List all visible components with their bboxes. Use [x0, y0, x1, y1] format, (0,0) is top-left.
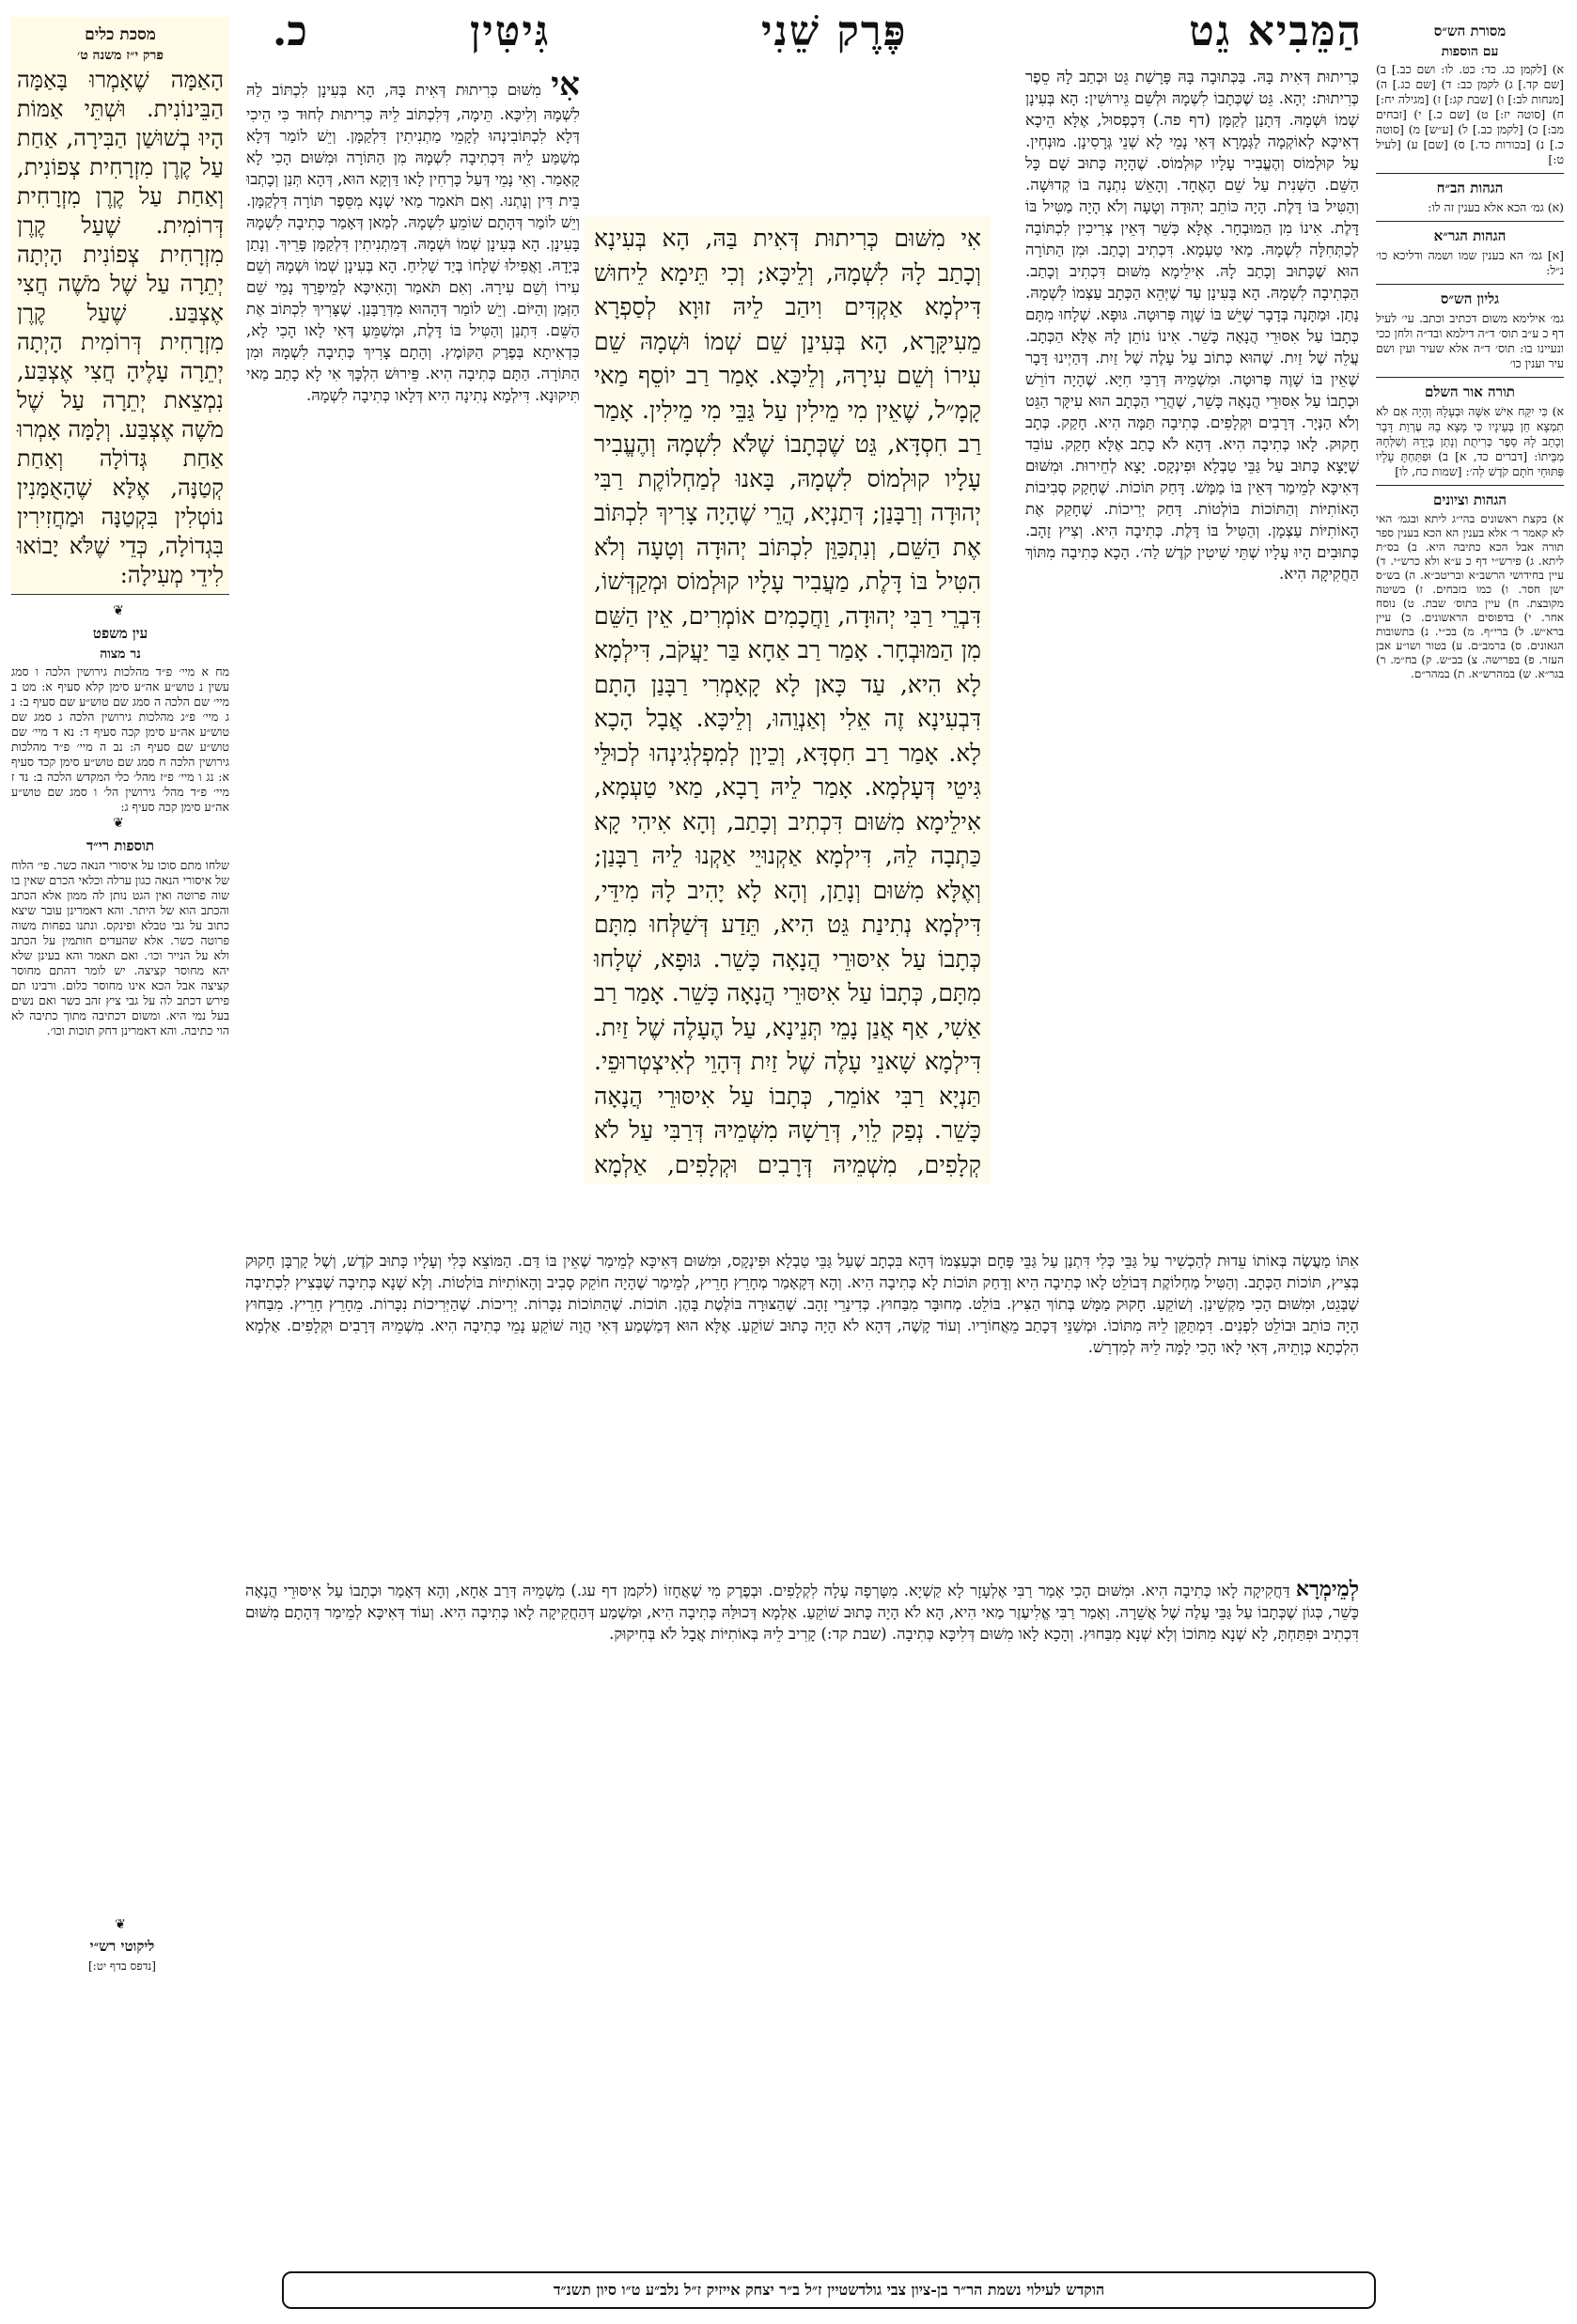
tosafot-lead-word: אִי — [551, 66, 580, 103]
left-margin-column — [11, 17, 229, 2239]
bottom-lead-word: לְמֵימְרָא — [1295, 1579, 1359, 1601]
tosafot-text: מִשּׁוּם כְּרִיתוּת דְּאִית בָּהּ, הָא בְּעִינָן לִכְתּוֹב לַהּ לִשְׁמָהּ וְלִיכָּא. תֵּימָה, דְּלִכְתּוֹב לֵיהּ כְּרִיתוּת לְחוּד כִּי הֵיכִי דְּלָא לִכְתּוֹבִינְהוּ לְקָמֵי מַתְנִיתִין דִּלְקַמָּן. וְיֵשׁ לוֹמַר דְּלָא מְשַׁמַּע לֵיהּ דִּכְתִיבָה לִשְׁמָהּ מִן הַתּוֹרָה וּמִשּׁוּם הָכִי לָא קָאָמַר. וְאִי נָמֵי דְּעַל כָּרְחִין לָאו דַּוְקָא הוּא, דְּהָא תְּנַן וְכָתְבוּ בֵּית דִּין וְנָתְנוּ. וְאִם תֹּאמַר מַאי שְׁנָא מִסֵּפֶר תּוֹרָה דִּלְקַמָּן. וְיֵשׁ לוֹמַר דְּהָתָם שׁוֹמֵעַ לִשְׁמָהּ. לְמַאן דְּאָמַר כְּתִיבָה לִשְׁמָהּ בָּעִינָן. הָא בְּעִינָן שְׁמוֹ וּשְׁמָהּ. דְּמַתְנִיתִין דִּלְקַמָּן פָּרֵיךְ. וְנָתַן בְּיָדָהּ. וַאֲפִילוּ שְׁלָחוֹ בְּיַד שָׁלִיחַ. הָא בְּעִינָן שְׁמוֹ וּשְׁמָהּ וְשֵׁם עִירוֹ וְשֵׁם עִירָהּ. וְאִם תֹּאמַר וְהָאִיכָּא לְמֵיפְרַךְ נָמֵי שֵׁם הַזְּמַן וְהַיּוֹם. וְיֵשׁ לוֹמַר דְּהָהוּא מִדְּרַבָּנַן. שֶׁצָּרִיךְ לִכְתּוֹב אֶת הַשֵּׁם. דִּתְנַן וְהַטִּיל בּוֹ דָּלֶת, וּמְשַׁמֵּעַ דְּאִי לָאו הָכִי לָא, כִּדְאִיתָא בְּפֶרֶק הַקּוֹמֶץ. וְהָתָם צָרִיךְ כְּתִיבָה לִשְׁמָהּ וּמִן הַתּוֹרָה. הַתָּם כְּתִיבָה הִיא. פֵּירוּשׁ הִלְכָּךְ אִי לָא כָתַב מַאי תִּיקוּנָא. דִּילְמָא נְתִינָה הִיא דְּלָאו כְּתִיבָה לִשְׁמָהּ. — [246, 81, 580, 404]
mishnah-panel-title: מסכת כלים — [85, 25, 156, 44]
divider — [1376, 485, 1564, 486]
gemara-main-text — [585, 216, 991, 1184]
mishnah-panel-text: הָאַמָּה שֶׁאָמְרוּ בָּאַמָּה הַבֵּינוֹנִית. וּשְׁתֵּי אַמּוֹת הָיוּ בְשׁוּשַׁן הַבִּירָה, אַחַת עַל קֶרֶן מִזְרָחִית צְפוֹנִית, וְאַחַת עַל קֶרֶן מִזְרָחִית דְּרוֹמִית. שֶׁעַל קֶרֶן מִזְרָחִית צְפוֹנִית הָיְתָה יְתֵרָה עַל שֶׁל מֹשֶׁה חֲצִי אֶצְבַּע. שֶׁעַל קֶרֶן מִזְרָחִית דְּרוֹמִית הָיְתָה יְתֵרָה עָלֶיהָ חֲצִי אֶצְבַּע, נִמְצֵאת יְתֵרָה עַל שֶׁל מֹשֶׁה אֶצְבַּע. וְלָמָּה אָמְרוּ אַחַת גְּדוֹלָה וְאַחַת קְטַנָּה, אֶלָּא שֶׁהָאֻמָּנִין נוֹטְלִין בִּקְטַנָּה וּמַחֲזִירִין בִּגְדוֹלָה, כְּדֵי שֶׁלֹּא יָבוֹאוּ לִידֵי מְעִילָה: — [17, 67, 224, 588]
daf-number: כ. — [273, 8, 307, 55]
divider — [1376, 173, 1564, 174]
right-margin-column — [1376, 17, 1564, 2239]
tosafot-rid-title: תוספות רי״ד — [86, 837, 155, 854]
ein-mishpat-title: עין משפט — [92, 625, 148, 642]
bottom-commentary-upper — [245, 1250, 1359, 1569]
hagahot-tziyunim-text: א) בקצת ראשונים בהי״ג ליתא ובגמ׳ האי לא קאמר ר׳ אלא בענין הא הכא בענין ספר תורה אבל הכא כתיבה היא. ב) בס״ת ליתא. ג) פירש״י דף כ ע״א ולא כרש״י. ד) עיין בחידושי הרשב״א ובריטב״א. ה) בש״ס ישן חסר. ו) כמו בזבחים. ז) בשיטה מקובצת. ח) עיין בתוס׳ שבת. ט) נוסח אחר. י) בדפוסים הראשונים. כ) עיין ברא״ש. ל) ברי״ף. מ) בכ״י. נ) בתשובות הגאונים. ס) ברמב״ם. ע) בטור ושו״ע אבן העזר. פ) בפרישה. צ) בב״ש. ק) בח״מ. ר) בגר״א. ש) במהרש״א. ת) במהר״ם. — [1376, 512, 1564, 680]
rashi-commentary — [1025, 66, 1359, 1240]
ornament-divider: ❦ — [115, 1917, 130, 1932]
ornament-divider: ❦ — [113, 603, 128, 618]
gemara-text: אִי מִשּׁוּם כְּרִיתוּת דְּאִית בַּהּ, הָא בְּעִינָא וְכָתַב לָהּ לִשְׁמָהּ, וְלֵיכָּא; וְכִי תֵּימָא לֵיחוּשׁ דִּילְמָא אַקְדִּים וִיהַב לֵיהּ זוּוָא לְסַפְרָא מֵעִיקָּרָא, הָא בְּעִינַן שֵׁם שְׁמוֹ וּשְׁמָהּ שֵׁם עִירוֹ וְשֵׁם עִירָהּ, וְלֵיכָּא. אָמַר רַב יוֹסֵף מַאי קָמָ״ל, שֶׁאֵין מִי מֵילִין עַל גַּבֵּי מִי מֵילִין. אָמַר רַב חִסְדָּא, גֵּט שֶׁכְּתָבוֹ שֶׁלֹּא לִשְׁמָהּ וְהֶעֱבִיר עָלָיו קוּלְמוֹס לִשְׁמָהּ, בָּאנוּ לְמַחְלוֹקֶת רַבִּי יְהוּדָה וְרַבָּנַן; דְּתַנְיָא, הֲרֵי שֶׁהָיָה צָרִיךְ לִכְתּוֹב אֶת הַשֵּׁם, וְנִתְכַּוֵּן לִכְתּוֹב יְהוּדָה וְטָעָה וְלֹא הִטִּיל בּוֹ דָּלֶת, מַעֲבִיר עָלָיו קוּלְמוֹס וּמְקַדְּשׁוֹ, דִּבְרֵי רַבִּי יְהוּדָה, וַחֲכָמִים אוֹמְרִים, אֵין הַשֵּׁם מִן הַמּוּבְחָר. אָמַר רַב אַחָא בַּר יַעֲקֹב, דִּילְמָא לָא הִיא, עַד כָּאן לָא קָאָמְרִי רַבָּנַן הָתָם דִּבְעִינָא זֶה אֵלִי וְאַנְוֵהוּ, וְלֵיכָּא. אֲבָל הָכָא לָא. אָמַר רַב חִסְדָּא, וְכֵיוָן לְמִפְלְגִינְהוּ לְכוּלֵּי גִּיטֵי דְּעָלְמָא. אָמַר לֵיהּ רָבָא, מַאי טַעְמָא, אִילֵימָא מִשּׁוּם דִּכְתִיב וְכָתַב, וְהָא אִיהִי קָא כַּתְבָה לֵהּ, דִּילְמָא אַקְנוּיֵי אַקְנוּ לֵיהּ רַבָּנַן; וְאֶלָּא מִשּׁוּם וְנָתַן, וְהָא לָא יָהִיב לָהּ מִידֵּי, דִּילְמָא נְתִינַת גֵּט הִיא, תֵּדַע דְּשַׁלְּחוּ מִתָּם כְּתָבוֹ עַל אִיסּוּרֵי הֲנָאָה כָּשֵׁר. גּוּפָא, שְׁלָחוּ מִתָּם, כְּתָבוֹ עַל אִיסּוּרֵי הֲנָאָה כָּשֵׁר. אָמַר רַב אַשִׁי, אַף אֲנַן נָמֵי תְּנֵינָא, עַל הֶעָלֶה שֶׁל זַיִת. דִּילְמָא שָׁאנֵי עָלֶה שֶׁל זַיִת דְּהָוֵי לְאִיצְטְרוּפֵי. תַּנְיָא רַבִּי אוֹמֵר, כְּתָבוֹ עַל אִיסּוּרֵי הֲנָאָה כָּשֵׁר. נְפַק לֵוִי, דְּרַשָׁהּ מִשְּׁמֵיהּ דְּרַבִּי עַל לֹא קְלָפִים, מִשְׁמֵיהּ דְּרָבִים וּקְלָפִים, אַלְמָא — [594, 225, 981, 1178]
divider — [1376, 221, 1564, 222]
likutei-rashi-subtitle: [נדפס בדף יט:] — [88, 1959, 156, 1973]
ornament-divider: ❦ — [113, 816, 128, 831]
hagahot-tziyunim-title: הגהות וציונים — [1432, 491, 1507, 508]
chapter-title: הַמֵּבִיא גֵט — [1189, 8, 1363, 55]
hagahot-hagra-title: הגהות הגר״א — [1433, 227, 1507, 244]
likutei-rashi-block — [13, 1917, 231, 1973]
mishnah-panel — [11, 17, 229, 595]
likutei-rashi-title: ליקוטי רש״י — [89, 1938, 155, 1955]
mishnah-panel-subtitle: פרק י״ז משנה ט׳ — [76, 48, 164, 63]
gilyon-title: גליון הש״ס — [1440, 290, 1500, 307]
masoret-title: מסורת הש״ס — [1433, 23, 1507, 39]
divider — [1376, 377, 1564, 378]
dedication-box — [282, 2271, 1376, 2309]
masoret-subtitle: עם הוספות — [1441, 44, 1499, 59]
gilyon-text: גמ׳ אילימא משום דכתיב וכתב. עי׳ לעיל דף כ ע״ב תוס׳ ד״ה דילמא ובד״ה ולחן ככי ונעיינו בו: תוס׳ ד״ה אלא שעיר ועין ושם עיר וענין כו׳ — [1376, 311, 1564, 370]
bottom-commentary-upper-text: אִתּוֹ מַעֲשֶׂה בְּאוֹתוֹ עֵדוּת לְהַכְשִׁיר עַל גַּבֵּי כְּלִי דִּתְנַן עַל גַּבֵּי פָּחָם וּבְעַצְמוֹ דְּהָא בִּכְתָב שֶׁעַל גַּבֵּי טַבְלָא וּפִינְקָס, וּמִשּׁוּם דְּאִיכָּא לְמֵימַר שֶׁאֵין בּוֹ דַּם. הַמּוֹצֵא כְּלִי וְעָלָיו כָּתוּב קֹדֶשׁ, וְשֶׁל קָרְבָּן חָקוּק בְּצִיץ, תּוֹכוֹת הַכְּתָב. וְהַטִּיל מַחְלוֹקֶת דְּבוֹלֵט לָאו כְּתִיבָה הִיא וְדָחַק תּוֹכוֹת לָא כְּתִיבָה הִיא. וְהָא דְּקָאָמַר מְחָרֵץ חָרֵיץ, לְמֵימַר שֶׁהָיָה חוֹקֵק סָבִיב וְהָאוֹתִיּוֹת בּוֹלְטוֹת. וְלָא שְׁנָא כְּתִיבָה שֶׁבְּצִיץ לִכְתִיבָה שֶׁבְּגֵט, וּמִשּׁוּם הָכִי מַקְשֵׁינַן. וְשׁוֹקֵעַ. חָקוּק מַמָּשׁ בְּתוֹךְ הַצִּיץ. בּוֹלֵט. מְחוּבָּר מִבַּחוּץ. כְּדִינָרֵי זָהָב. שֶׁהַצּוּרָה בּוֹלֶטֶת בָּהֶן. תּוֹכוֹת. שֶׁהַתּוֹכוֹת נִכָּרוֹת. יְרִיכוֹת. שֶׁהַיְּרִיכוֹת נִכָּרוֹת. מֵחָרֵץ חָרֵיץ. מִבַּחוּץ הָיָה כּוֹתֵב וּבוֹלֵט לִפְנִים. דִּמְתַּקֵּן לֵיהּ מִתּוֹכוֹ. וּמְשַׁנֵּי דְּכָתַב מֵאֲחוֹרָיו. וְעוֹד קָשֶׁה, דְּהָא לֹא הָיָה כָּתוּב שׁוֹקֵעַ. אֶלָּא הוּא דְּמַשְׁמַע דְּאִי הֲוָה שׁוֹקֵעַ נָמֵי כְּתִיבָה הִיא. מִשְׁמֵיהּ דְּרָבִים וּקְלָפִים. אַלְמָא הִלְכְתָא כְּוָתֵיהּ, דְּאִי לָאו הָכִי לָמָּה לֵיהּ לְמִדְרַשׁ. — [245, 1252, 1359, 1356]
dedication-text: הוקדש לעילוי נשמת הר״ר בן-ציון צבי גולדשטיין ז״ל ב״ר יצחק אייזיק ז״ל נלב״ע ט״ו סיון תשנ״ד — [553, 2281, 1105, 2299]
perek-label: פֶּרֶק שֵׁנִי — [761, 8, 908, 55]
torah-or-text: א) כִּי יִקַּח אִישׁ אִשָּׁה וּבְעָלָהּ וְהָיָה אִם לֹא תִמְצָא חֵן בְּעֵינָיו כִּי מָצָא בָהּ עֶרְוַת דָּבָר וְכָתַב לָהּ סֵפֶר כְּרִיתֻת וְנָתַן בְּיָדָהּ וְשִׁלְּחָהּ מִבֵּיתוֹ: [דברים כד, א] ב) וּפִתַּחְתָּ עָלָיו פִּתּוּחֵי חֹתָם קֹדֶשׁ לַה׳: [שמות כח, לו] — [1376, 404, 1564, 478]
hagahot-hagra-text: [א] גמ׳ הא בענין שמו ושמה ודליכא כו׳ נ״ל: — [1376, 248, 1564, 277]
page-header — [273, 8, 1363, 60]
hagahot-habach-text: (א) גמ׳ הכא אלא בענין זה לו: — [1428, 200, 1564, 214]
ein-mishpat-text: מח א מיי׳ פ״ד מהלכות גירושין הלכה ו סמג עשין נ טוש״ע אה״ע סימן קלא סעיף א: מט ב מיי׳ שם הלכה ה סמג שם טוש״ע שם סעיף ב: נ ג מיי׳ פ״ג מהלכות גירושין הלכה ג סמג שם טוש״ע אה״ע סימן קכה סעיף ד: נא ד מיי׳ שם טוש״ע שם סעיף ה: נב ה מיי׳ פ״ד מהלכות גירושין הלכה ח סמג שם טוש״ע סימן קכד סעיף א: נג ו מיי׳ פ״ז מהל׳ כלי המקדש הלכה ב: נד ז מיי׳ פ״ד מהל׳ גירושין הל׳ ו סמג שם טוש״ע אה״ע סימן קכה סעיף ג: — [11, 664, 229, 814]
ein-mishpat-subtitle: נר מצוה — [100, 647, 141, 662]
tosafot-commentary — [246, 66, 580, 1240]
tosafot-rid-text: שלחו מתם סוכו על איסורי הנאה כשר. פי׳ הלוח של איסורי הנאה כגון ערלה וכלאי הכרם שאין בו שוה פרוטה ואין הגט נותן לה ממון אלא הכתב והכתב הוא של היתר. והא דאמרינן עובר שיצא כתוב על גבי טבלא ופינקס. ונתנו בפחות משוה פרוטה כשר. אלא שהעדים חותמין על הכתב ולא על הנייר וכו׳. ואם תאמר והא בעינן שלא יהא מחוסר קציצה. יש לומר דהתם מחוסר קציצה אבל הכא אינו מחוסר כלום. ורבינו תם פירש דכתב לה על גבי ציץ זהב כשר ואם נשים בעל נמי היא. ומשום דכתיבה מתוך כתיבה לא הוי כתיבה. והא דאמרינן דחק תוכות וכו׳. — [11, 858, 229, 1037]
hagahot-habach-title: הגהות הב״ח — [1436, 179, 1504, 196]
torah-or-title: תורה אור השלם — [1425, 383, 1515, 400]
tractate-name: גִּיטִּין — [470, 8, 551, 55]
rashi-text: כְּרִיתוּת דְּאִית בָּהּ. בַּכְּתוּבָה בָּהּ פָּרָשַׁת גֵּט וּכְתַב לָהּ סֵפֶר כְּרִיתוּת: יְהָא. גֵּט שֶׁכְּתָבוֹ לִשְׁמָהּ וּלְשֵׁם גֵּירוּשִׁין: הָא בְּעִינָן שְׁמוֹ וּשְׁמָהּ. דְּתָנַן לְקַמָּן (דף פה.) דִּכְפְסוּל, אֶלָּא הֵיכָא דְאִיכָּא לְאוֹקְמָה לַגְּמָרָא דְּאִי נָמֵי לָא שְׁנֵי גְּרָסִינָן. מוּנְחִין. עַל קוּלְמוֹס וְהֶעֱבִיר עָלָיו קוּלְמוֹס. שֶׁהָיָה כָּתוּב שָׁם כָּל הַשֵּׁם. הַשְּׁנִית עַל שֵׁם הָאֶחָד. וְהָאֵשׁ נִתְנָה בּוֹ קְדוּשָׁה. וְהַטִּיל בּוֹ דָּלֶת. הָיָה כּוֹתֵב יְהוּדָה וְטָעָה וְלֹא הָיָה מַטִּיל בּוֹ דָּלֶת. אִינוֹ מִן הַמּוּבְחָר. אֶלָּא כְּשֵׁר דְּאֵין צְרִיכִין לִכְתּוֹבָה לְכַתְּחִלָּה לִשְׁמָהּ. מַאי טַעְמָא. דִּכְתִיב וְכָתַב. וּמִן הַתּוֹרָה הוּא שֶׁכָּתוּב וְכָתַב לָהּ. אִילֵימָא מִשּׁוּם דִּכְתִיב וְכָתַב. הַכְּתִיבָה לִשְׁמָהּ. הָא בָּעִינָן עַד שֶׁיְּהֵא הַכְּתָב עַצְמוֹ לִשְׁמָהּ. נָתַן. וּמַתָּנָה בְּדָבָר שֶׁיֵּשׁ בּוֹ שָׁוֶה פְּרוּטָה. גּוּפָא. שְׁלָחוּ מִתָּם כְּתָבוֹ עַל אִסּוּרֵי הֲנָאָה כָּשֵׁר. אִינוֹ נוֹתֵן לָהּ אֶלָּא הַכְּתָב. עֲלֵה שֶׁל זַיִת. שֶׁהוּא כְּתוֹב עַל עָלֶה שֶׁל זַיִת. דְּהַיְינוּ דָּבָר שֶׁאֵין בּוֹ שָׁוֶה פְּרוּטָה. וּמִשְׁמֵיהּ דְּרַבִּי חִיָּא. שֶׁהָיָה דוֹרֵשׁ וּכְתָבוֹ עַל אִסּוּרֵי הֲנָאָה כָּשֵׁר, שֶׁהֲרֵי הַכְּתָב הוּא עִיקָּר הַגֵּט וְלֹא הַנְּיָר. דְּרָבִים וּקְלָפִים. כְּתִיבָה תַּמָּה הִיא. חָקַק. כְּתָב חָקוּק. לָאו כְּתִיבָה הִיא. דְּהָא לֹא כָתַב אֶלָּא חָקַק. עוֹבֵד שֶׁיָּצָא כָּתוּב עַל גַּבֵּי טַבְלָא וּפִינְקָס. יָצָא לְחֵירוּת. וּמִשּׁוּם דְּאִיכָּא לְמֵימַר דְּאֵין בּוֹ מַמָּשׁ. דָּחַק תּוֹכוֹת. שֶׁחָקַק סְבִיבוֹת הָאוֹתִיּוֹת וְהַתּוֹכוֹת בּוֹלְטוֹת. דָּחַק יְרִיכוֹת. שֶׁחָקַק אֶת הָאוֹתִיּוֹת עַצְמָן. וְהַטִּיל בּוֹ דָּלֶת. כְּתִיבָה הִיא. וְצִיץ זָהָב. כְּתוּבִים הָיוּ עָלָיו שְׁתֵּי שִׁיטִין קֹדֶשׁ לַה׳. הָכָא כְּתִיבָה מִתּוֹךְ הַחֲקִיקָה הִיא. — [1025, 68, 1359, 583]
bottom-commentary-lower — [245, 1579, 1359, 1734]
divider — [1376, 284, 1564, 285]
bottom-commentary-lower-text: דַּחֲקִיקָה לָאו כְּתִיבָה הִיא. וּמִשּׁוּם הָכִי אָמַר רַבִּי אֶלְעָזָר לָא קַשְׁיָא. מִטָּרְפָה עָלָה לִקְלָפִים. וּבְפֶרֶק מִי שֶׁאֲחָזוֹ (לקמן דף עג.) מִשְׁמֵיהּ דְּרַב אַחָא, וְהָא דְּאָמַר וּכְתָבוֹ עַל אִיסּוּרֵי הֲנָאָה כָּשֵׁר, כְּגוֹן שֶׁכְּתָבוֹ עַל גַּבֵּי עָלֶה שֶׁל אֲשֵׁרָה. וְאָמַר רַבִּי אֱלִיעֶזֶר מַאי הִיא, הָא לֹא הָיָה כָּתוּב שׁוֹקֵעַ. אַלְמָא דְּכוּלַּהּ כְּתִיבָה הִיא, וּמַשְׁמַע דְּהַחֲקִיקָה לָאו כְּתִיבָה הִיא. וְעוֹד דְּאִיכָּא לְמֵימַר דְּהָתָם מִשּׁוּם דִּכְתִיב וּפִתַּחְתָּ, לָא שְׁנָא מִתּוֹכוֹ וְלָא שְׁנָא מִבַּחוּץ. וְהָכָא לָאו מִשּׁוּם דְּלִיכָּא כְּתִיבָה. (שבת קד:) קָרִיב לֵיהּ בְּאוֹתִיּוֹת אֲבָל לֹא בְּחִיקוּק. — [245, 1582, 1359, 1643]
masoret-text: א) [לקמן כג. כד: כט. לו: ושם כב.] ב) [שם קד.] ג) לקמן כב: ד) [שם כג.] ה) [מנחות לב:] ו) [שבת קג:] ז) [מגילה יח:] ח) [סוטה יז:] ט) [שם כ.] י) [זבחים מב:] כ) [לקמן כב.] ל) [ע״ש] מ) [סוטה כ.] נ) [בכורות כד.] ס) [שם] ע) [לעיל ט:] — [1376, 62, 1564, 166]
